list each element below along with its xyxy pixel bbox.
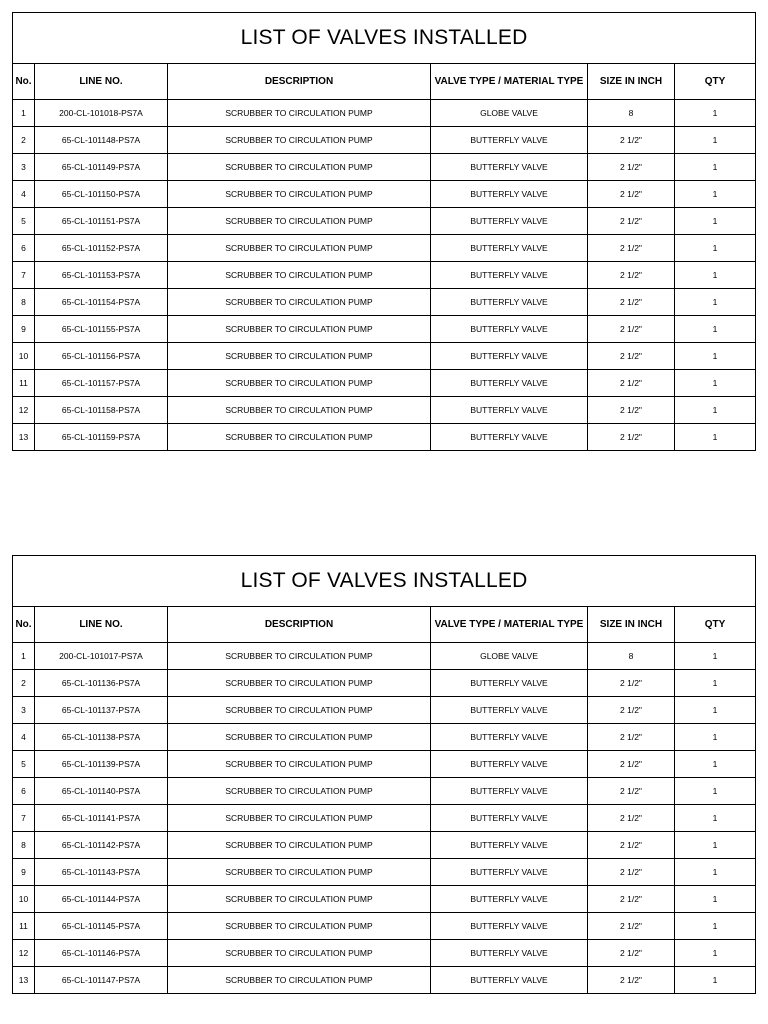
cell-line-no: 65-CL-101155-PS7A [35,316,168,343]
cell-size: 2 1/2" [588,805,675,832]
cell-description: SCRUBBER TO CIRCULATION PUMP [168,370,431,397]
cell-size: 2 1/2" [588,967,675,994]
cell-valve-type: BUTTERFLY VALVE [431,289,588,316]
cell-line-no: 65-CL-101148-PS7A [35,127,168,154]
column-header-description: DESCRIPTION [168,607,431,643]
table-row [13,343,756,370]
cell-no: 8 [13,832,35,859]
cell-valve-type: BUTTERFLY VALVE [431,424,588,451]
table-row [13,289,756,316]
cell-no: 9 [13,316,35,343]
cell-qty: 1 [675,805,756,832]
cell-line-no: 65-CL-101146-PS7A [35,940,168,967]
cell-no: 6 [13,778,35,805]
cell-description: SCRUBBER TO CIRCULATION PUMP [168,832,431,859]
valve-list-table-1 [12,12,756,451]
cell-no: 11 [13,370,35,397]
cell-line-no: 65-CL-101147-PS7A [35,967,168,994]
table-row [13,832,756,859]
cell-description: SCRUBBER TO CIRCULATION PUMP [168,289,431,316]
table-row [13,643,756,670]
cell-no: 2 [13,670,35,697]
column-header-qty: QTY [675,64,756,100]
cell-description: SCRUBBER TO CIRCULATION PUMP [168,670,431,697]
cell-description: SCRUBBER TO CIRCULATION PUMP [168,751,431,778]
cell-description: SCRUBBER TO CIRCULATION PUMP [168,913,431,940]
table-row [13,370,756,397]
cell-qty: 1 [675,967,756,994]
cell-qty: 1 [675,316,756,343]
cell-description: SCRUBBER TO CIRCULATION PUMP [168,262,431,289]
cell-line-no: 65-CL-101144-PS7A [35,886,168,913]
cell-size: 2 1/2" [588,181,675,208]
cell-qty: 1 [675,370,756,397]
cell-qty: 1 [675,697,756,724]
cell-qty: 1 [675,424,756,451]
cell-line-no: 65-CL-101156-PS7A [35,343,168,370]
cell-qty: 1 [675,940,756,967]
cell-no: 1 [13,643,35,670]
table-row [13,316,756,343]
table-row [13,127,756,154]
cell-valve-type: BUTTERFLY VALVE [431,751,588,778]
cell-qty: 1 [675,127,756,154]
cell-size: 2 1/2" [588,127,675,154]
cell-no: 9 [13,859,35,886]
cell-no: 12 [13,940,35,967]
table-title: LIST OF VALVES INSTALLED [13,13,756,64]
cell-description: SCRUBBER TO CIRCULATION PUMP [168,100,431,127]
cell-size: 2 1/2" [588,262,675,289]
cell-description: SCRUBBER TO CIRCULATION PUMP [168,697,431,724]
cell-valve-type: BUTTERFLY VALVE [431,913,588,940]
table-row [13,424,756,451]
cell-qty: 1 [675,778,756,805]
cell-no: 11 [13,913,35,940]
table-title: LIST OF VALVES INSTALLED [13,556,756,607]
cell-no: 13 [13,967,35,994]
cell-valve-type: BUTTERFLY VALVE [431,724,588,751]
cell-size: 2 1/2" [588,778,675,805]
cell-description: SCRUBBER TO CIRCULATION PUMP [168,343,431,370]
column-header-valve-type: VALVE TYPE / MATERIAL TYPE [431,64,588,100]
cell-qty: 1 [675,670,756,697]
cell-no: 5 [13,208,35,235]
cell-valve-type: BUTTERFLY VALVE [431,208,588,235]
cell-description: SCRUBBER TO CIRCULATION PUMP [168,778,431,805]
cell-description: SCRUBBER TO CIRCULATION PUMP [168,859,431,886]
column-header-size: SIZE IN INCH [588,64,675,100]
table-row [13,262,756,289]
cell-description: SCRUBBER TO CIRCULATION PUMP [168,724,431,751]
cell-size: 8 [588,643,675,670]
cell-qty: 1 [675,913,756,940]
cell-line-no: 65-CL-101138-PS7A [35,724,168,751]
cell-qty: 1 [675,208,756,235]
cell-no: 1 [13,100,35,127]
cell-size: 2 1/2" [588,370,675,397]
table-row [13,235,756,262]
column-header-line-no: LINE NO. [35,64,168,100]
cell-valve-type: BUTTERFLY VALVE [431,967,588,994]
cell-size: 2 1/2" [588,832,675,859]
cell-qty: 1 [675,289,756,316]
cell-size: 2 1/2" [588,289,675,316]
cell-no: 5 [13,751,35,778]
cell-line-no: 65-CL-101158-PS7A [35,397,168,424]
cell-description: SCRUBBER TO CIRCULATION PUMP [168,967,431,994]
table-row [13,886,756,913]
cell-valve-type: BUTTERFLY VALVE [431,343,588,370]
cell-qty: 1 [675,154,756,181]
table-row [13,751,756,778]
cell-line-no: 65-CL-101140-PS7A [35,778,168,805]
column-header-size: SIZE IN INCH [588,607,675,643]
cell-valve-type: GLOBE VALVE [431,643,588,670]
cell-no: 3 [13,154,35,181]
cell-size: 2 1/2" [588,208,675,235]
cell-size: 2 1/2" [588,343,675,370]
cell-line-no: 65-CL-101145-PS7A [35,913,168,940]
cell-description: SCRUBBER TO CIRCULATION PUMP [168,940,431,967]
cell-line-no: 65-CL-101157-PS7A [35,370,168,397]
cell-qty: 1 [675,859,756,886]
cell-no: 2 [13,127,35,154]
cell-size: 2 1/2" [588,859,675,886]
cell-valve-type: BUTTERFLY VALVE [431,262,588,289]
cell-qty: 1 [675,724,756,751]
table-row [13,397,756,424]
cell-line-no: 65-CL-101139-PS7A [35,751,168,778]
table-row [13,805,756,832]
column-header-line-no: LINE NO. [35,607,168,643]
cell-description: SCRUBBER TO CIRCULATION PUMP [168,181,431,208]
cell-size: 2 1/2" [588,940,675,967]
cell-valve-type: BUTTERFLY VALVE [431,832,588,859]
cell-no: 4 [13,181,35,208]
cell-size: 2 1/2" [588,316,675,343]
table-row [13,859,756,886]
cell-valve-type: BUTTERFLY VALVE [431,670,588,697]
table-row [13,697,756,724]
table-row [13,778,756,805]
cell-size: 2 1/2" [588,724,675,751]
cell-line-no: 65-CL-101143-PS7A [35,859,168,886]
cell-size: 2 1/2" [588,670,675,697]
cell-qty: 1 [675,262,756,289]
cell-description: SCRUBBER TO CIRCULATION PUMP [168,643,431,670]
cell-size: 2 1/2" [588,751,675,778]
cell-valve-type: BUTTERFLY VALVE [431,940,588,967]
cell-description: SCRUBBER TO CIRCULATION PUMP [168,154,431,181]
column-header-qty: QTY [675,607,756,643]
cell-size: 2 1/2" [588,424,675,451]
cell-no: 12 [13,397,35,424]
cell-line-no: 65-CL-101152-PS7A [35,235,168,262]
column-header-no: No. [13,607,35,643]
cell-no: 7 [13,805,35,832]
valve-list-table-2 [12,555,756,994]
cell-no: 7 [13,262,35,289]
cell-valve-type: BUTTERFLY VALVE [431,886,588,913]
cell-description: SCRUBBER TO CIRCULATION PUMP [168,127,431,154]
cell-qty: 1 [675,832,756,859]
cell-valve-type: BUTTERFLY VALVE [431,235,588,262]
cell-line-no: 65-CL-101150-PS7A [35,181,168,208]
table-row [13,100,756,127]
cell-line-no: 65-CL-101141-PS7A [35,805,168,832]
cell-valve-type: BUTTERFLY VALVE [431,154,588,181]
cell-description: SCRUBBER TO CIRCULATION PUMP [168,886,431,913]
cell-qty: 1 [675,100,756,127]
cell-qty: 1 [675,235,756,262]
cell-valve-type: BUTTERFLY VALVE [431,127,588,154]
cell-size: 2 1/2" [588,697,675,724]
cell-line-no: 200-CL-101018-PS7A [35,100,168,127]
cell-description: SCRUBBER TO CIRCULATION PUMP [168,424,431,451]
cell-no: 13 [13,424,35,451]
table-row [13,208,756,235]
cell-size: 2 1/2" [588,397,675,424]
cell-valve-type: BUTTERFLY VALVE [431,859,588,886]
table-row [13,724,756,751]
cell-size: 2 1/2" [588,154,675,181]
table-row [13,181,756,208]
cell-valve-type: BUTTERFLY VALVE [431,397,588,424]
cell-size: 2 1/2" [588,886,675,913]
cell-size: 2 1/2" [588,913,675,940]
cell-description: SCRUBBER TO CIRCULATION PUMP [168,208,431,235]
cell-description: SCRUBBER TO CIRCULATION PUMP [168,316,431,343]
cell-valve-type: BUTTERFLY VALVE [431,181,588,208]
cell-qty: 1 [675,751,756,778]
cell-no: 4 [13,724,35,751]
cell-valve-type: GLOBE VALVE [431,100,588,127]
table-row [13,670,756,697]
cell-line-no: 65-CL-101153-PS7A [35,262,168,289]
cell-qty: 1 [675,181,756,208]
table-row [13,913,756,940]
cell-line-no: 65-CL-101136-PS7A [35,670,168,697]
column-header-no: No. [13,64,35,100]
cell-valve-type: BUTTERFLY VALVE [431,778,588,805]
cell-line-no: 65-CL-101142-PS7A [35,832,168,859]
cell-qty: 1 [675,886,756,913]
cell-no: 6 [13,235,35,262]
cell-line-no: 65-CL-101159-PS7A [35,424,168,451]
cell-no: 10 [13,343,35,370]
cell-no: 10 [13,886,35,913]
cell-valve-type: BUTTERFLY VALVE [431,697,588,724]
cell-description: SCRUBBER TO CIRCULATION PUMP [168,805,431,832]
cell-line-no: 200-CL-101017-PS7A [35,643,168,670]
table-row [13,154,756,181]
cell-size: 8 [588,100,675,127]
cell-line-no: 65-CL-101137-PS7A [35,697,168,724]
cell-line-no: 65-CL-101154-PS7A [35,289,168,316]
column-header-valve-type: VALVE TYPE / MATERIAL TYPE [431,607,588,643]
cell-description: SCRUBBER TO CIRCULATION PUMP [168,235,431,262]
cell-no: 3 [13,697,35,724]
table-row [13,940,756,967]
cell-line-no: 65-CL-101151-PS7A [35,208,168,235]
cell-line-no: 65-CL-101149-PS7A [35,154,168,181]
cell-description: SCRUBBER TO CIRCULATION PUMP [168,397,431,424]
cell-qty: 1 [675,397,756,424]
cell-size: 2 1/2" [588,235,675,262]
cell-qty: 1 [675,343,756,370]
cell-qty: 1 [675,643,756,670]
cell-valve-type: BUTTERFLY VALVE [431,805,588,832]
cell-valve-type: BUTTERFLY VALVE [431,316,588,343]
cell-no: 8 [13,289,35,316]
table-row [13,967,756,994]
cell-valve-type: BUTTERFLY VALVE [431,370,588,397]
column-header-description: DESCRIPTION [168,64,431,100]
